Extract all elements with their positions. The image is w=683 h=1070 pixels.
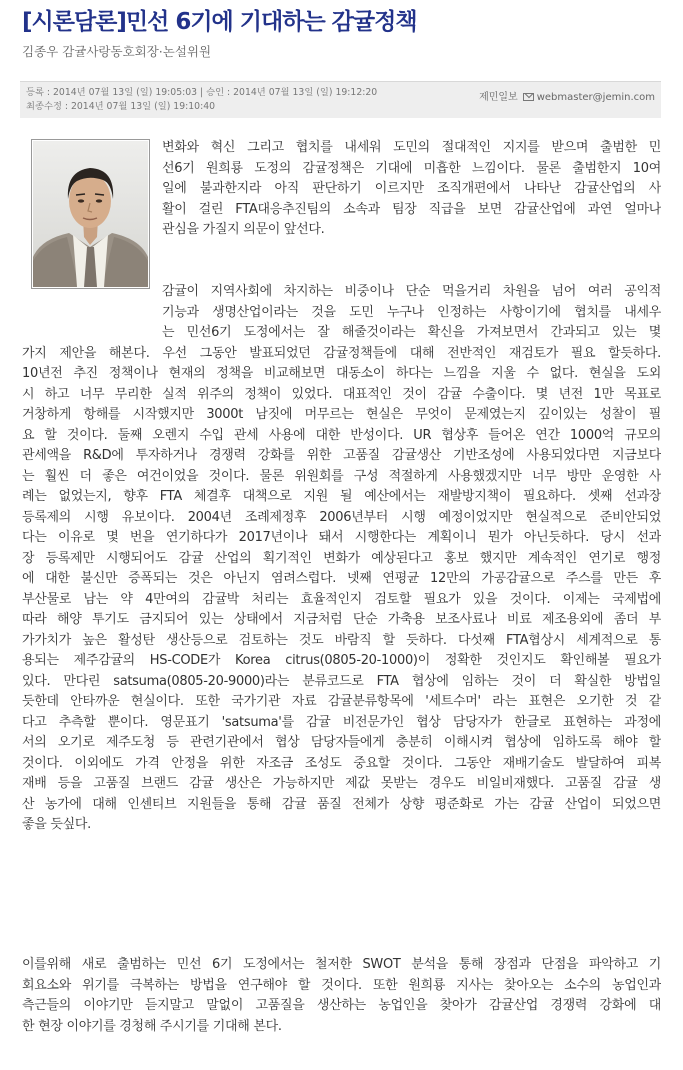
text-line: 감귤이 지역사회에 차지하는 비중이나 단순 먹을거리 차원을 넘어 여러 공익적	[162, 284, 661, 299]
paragraph-1	[162, 138, 661, 241]
text-line: 서의 오기로 제주도청 등 관련기관에서 협상 담당자들에게 충분히 이해시켜 협상에 임하도록 해야 할	[22, 735, 661, 750]
publisher-email[interactable]: webmaster@jemin.com	[536, 92, 655, 103]
text-line: 례는 없었는지, 향후 FTA 체결후 대책으로 지원 될 예산에서는 재발방지책이 필요하다. 셋째 선과장	[22, 489, 661, 504]
text-line: 산 농가에 대해 인센티브 지원들을 통해 감귤 품질 전체가 상향 평준화로 가는 감귤 산업이 되었으면	[22, 796, 661, 812]
text-line: 관심을 가질지 의문이 앞선다.	[162, 222, 325, 237]
author-photo	[31, 139, 150, 289]
text-line: 시 하고 너무 무리한 실적 위주의 정책이 있었다. 대표적인 것이 감귤 수출이다. 몇 년전 1만 목표로	[22, 386, 661, 402]
text-line: 따라 해양 투기도 금지되어 있는 상태에서 지금처럼 단순 가축용 보조사료나 비료 제조용외에 좀더 부	[22, 612, 661, 627]
mail-icon	[523, 93, 534, 101]
text-line: 등록제의 시행 유보이다. 2004년 조례제정후 2006년부터 시행 예정이었지만 현실적으로 준비안되었	[22, 509, 661, 525]
text-line: 다는 이유로 몇 번을 연기하다가 2017년이나 돼서 시행한다는 계획이니 뭔가 아닌듯하다. 당시 선과	[22, 530, 661, 545]
text-line: 10년전 추진 정책이나 현재의 정책을 비교해보면 대동소이 하다는 느낌을 지울 수 없다. 현실을 도외	[22, 366, 661, 381]
publisher-name: 제민일보	[479, 92, 518, 103]
text-line: 측근들의 이야기만 듣지말고 말없이 고품질을 생산하는 농업인을 찾아가 감귤산업 경쟁력 강화에 대	[22, 998, 661, 1013]
text-line: 부산물로 남는 약 4만여의 감귤박 처리는 효율적인지 검토할 필요가 있을 것이다. 이제는 국제법에	[22, 591, 661, 607]
text-line: 좋을 듯싶다.	[22, 817, 91, 832]
text-line: 관세액을 R&D에 투자하거나 경쟁력 강화를 위한 고품질 감귤생산 기반조성에 사용되었다면 지금보다	[22, 448, 661, 463]
text-line: 가지 제안을 해본다. 우선 그동안 발표되었던 감귤정책들에 대해 전반적인 재검토가 필요 할듯하다.	[22, 345, 661, 361]
text-line: 가가치가 높은 활성탄 생산등으로 검토하는 것도 바람직 할 듯하다. 다섯째 FTA협상시 세계적으로 통	[22, 632, 661, 648]
text-line: 는 민선6기 도정에서는 잘 해줄것이라는 확신을 가져보면서 간과되고 있는 몇	[162, 325, 661, 340]
text-line: 다고 추측할 뿐이다. 영문표기 'satsuma'를 감귤 비전문가인 협상 담당자가 한글로 표현하는 과정에	[22, 714, 661, 730]
article-title: [시론담론]민선 6기에 기대하는 감귤정책	[22, 9, 417, 35]
text-line: 변화와 혁신 그리고 협치를 내세워 도민의 절대적인 지지를 받으며 출범한 민	[162, 140, 661, 155]
article-dates	[26, 86, 377, 114]
text-line: 재배 등을 고품질 브랜드 감귤 생산은 가능하지만 제값 못받는 경우도 비일비재했다. 고품질 감귤 생	[22, 776, 661, 791]
text-line: 는 훨씬 더 좋은 여건이었을 것이다. 물론 위원회를 구성 적절하게 사용했겠지만 너무 방만 운영한 사	[22, 468, 661, 484]
text-line: 있다. 만다린 satsuma(0805-20-9000)라는 분류코드로 FTA 협상에 임하는 것이 더 확실한 방법일	[22, 673, 661, 689]
text-line: 한 현장 이야기를 경청해 주시기를 기대해 본다.	[22, 1018, 282, 1034]
modified-date: 최종수정 : 2014년 07월 13일 (일) 19:10:40	[26, 101, 216, 112]
article-byline: 김종우 감귤사랑동호회장·논설위원	[22, 44, 212, 59]
text-line: 용되는 제주감귤의 HS-CODE가 Korea citrus(0805-20-1000)이 정확한 것인지도 확인해볼 필요가	[22, 653, 661, 668]
text-line: 회요소와 위기를 극복하는 방법을 연구해야 할 것이다. 또한 원희룡 지사는 찾아오는 소수의 농업인과	[22, 977, 661, 993]
text-line: 거창하게 항해를 시작했지만 3000t 남짓에 머무르는 현실은 무엇이 문제였는지 깊이있는 성찰이 필	[22, 407, 661, 422]
article-meta-bar	[20, 81, 661, 118]
paragraph-3	[22, 955, 661, 1037]
publisher-info	[479, 91, 655, 105]
author-portrait-image	[33, 141, 148, 287]
text-line: 선6기 원희룡 도정의 감귤정책은 기대에 미흡한 느낌이다. 물론 출범한지 10여	[162, 160, 661, 176]
paragraph-2	[22, 282, 661, 836]
text-line: 에 대한 불신만 증폭되는 것은 아닌지 염려스럽다. 넷째 연평균 12만의 가공감귤으로 주스를 만든 후	[22, 571, 661, 586]
text-line: 기능과 생명산업이라는 것을 도민 누구나 인정하는 사항이기에 협치를 내세우	[162, 304, 661, 320]
text-line: 것이다. 이외에도 가격 안정을 위한 자조금 조성도 중요할 것이다. 그동안 재배기술도 발달하여 피복	[22, 755, 661, 771]
text-line: 활이 걸린 FTA대응추진팀의 소속과 팀장 직급을 보면 감귤산업에 과연 얼마나	[162, 201, 661, 217]
text-line: 듯한데 안타까운 현실이다. 또한 국가기관 자료 감귤분류항목에 '세트수머' 라는 표현은 오기한 것 같	[22, 694, 661, 709]
text-line: 이를위해 새로 출범하는 민선 6기 도정에서는 철저한 SWOT 분석을 통해 장점과 단점을 파악하고 기	[22, 957, 661, 972]
registered-date: 등록 : 2014년 07월 13일 (일) 19:05:03 | 승인 : 2014년 07월 13일 (일) 19:12:20	[26, 87, 378, 98]
text-line: 장 등록제만 시행되어도 감귤 산업의 획기적인 변화가 예상된다고 홍보 했지만 계속적인 연기로 행정	[22, 550, 661, 566]
text-line: 요 할 것이다. 둘째 오렌지 수입 관세 사용에 대한 반성이다. UR 협상후 들어온 연간 1000억 규모의	[22, 427, 661, 443]
text-line: 일에 불과한지라 아직 판단하기 이르지만 조직개편에서 나타난 감귤산업의 사	[162, 181, 661, 196]
